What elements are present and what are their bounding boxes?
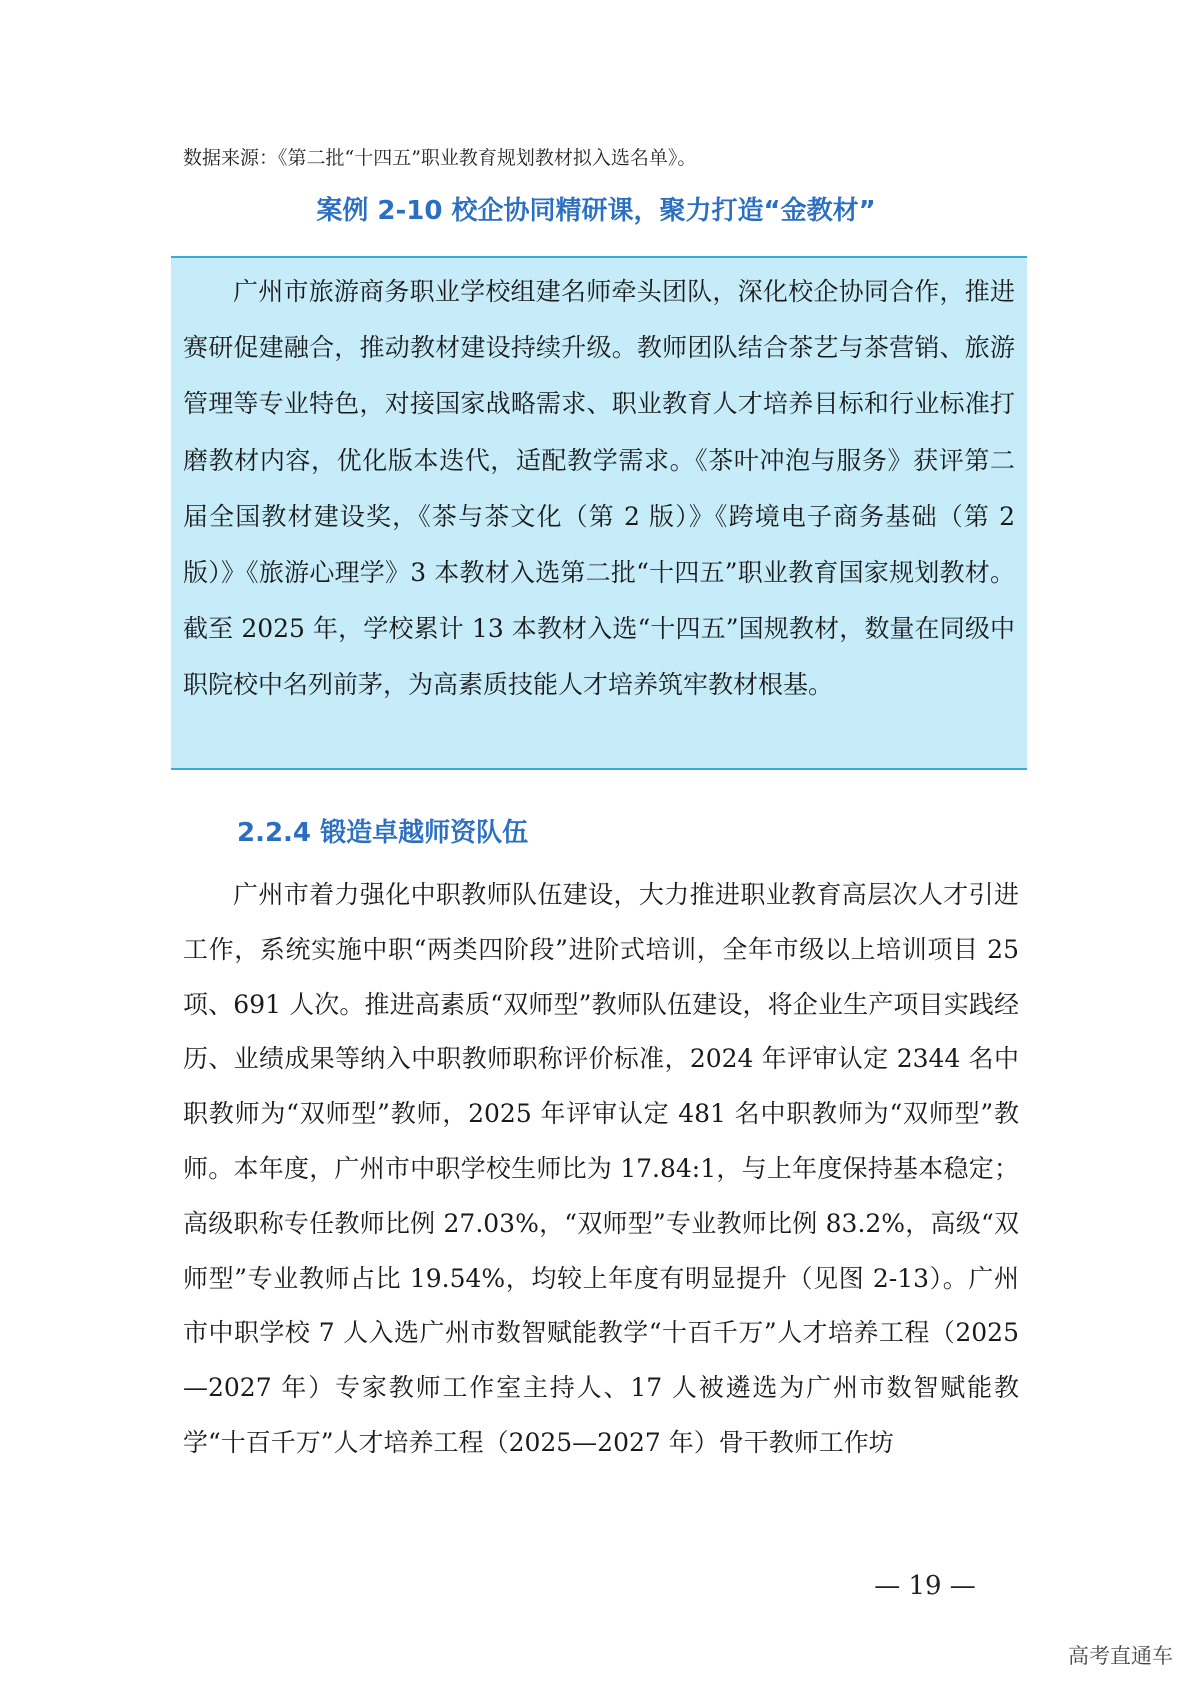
body-text [183, 868, 1019, 1471]
watermark-text: 高考直通车 [1068, 1644, 1173, 1668]
page-number: — 19 — [874, 1571, 976, 1601]
case-title: 案例 2-10 校企协同精研课，聚力打造“金教材” [316, 196, 876, 226]
section-heading: 2.2.4 锻造卓越师资队伍 [237, 818, 529, 848]
case-paragraph: 广州市旅游商务职业学校组建名师牵头团队，深化校企协同合作，推进赛研促建融合，推动教材建设持续升级。教师团队结合茶艺与茶营销、旅游管理等专业特色，对接国家战略需求、职业教育人才培养目标和行业标准打磨教材内容，优化版本迭代，适配教学需求。《茶叶冲泡与服务》获评第二届全国教材建设奖，《茶与茶文化（第 2 版）》《跨境电子商务基础（第 2 版）》《旅游心理学》3 本教材入选第二批“十四五”职业教育国家规划教材。截至 2025 年，学校累计 13 本教材入选“十四五”国规教材，数量在同级中职院校中名列前茅，为高素质技能人才培养筑牢教材根基。 [183, 277, 1015, 700]
case-box [171, 256, 1027, 770]
body-paragraph: 广州市着力强化中职教师队伍建设，大力推进职业教育高层次人才引进工作，系统实施中职“两类四阶段”进阶式培训，全年市级以上培训项目 25 项、691 人次。推进高素质“双师型”教师队伍建设，将企业生产项目实践经历、业绩成果等纳入中职教师职称评价标准，2024 年评审认定 2344 名中职教师为“双师型”教师，2025 年评审认定 481 名中职教师为“双师型”教师。本年度，广州市中职学校生师比为 17.84:1，与上年度保持基本稳定；高级职称专任教师比例 27.03%，“双师型”专业教师比例 83.2%，高级“双师型”专业教师占比 19.54%，均较上年度有明显提升（见图 2-13）。广州市中职学校 7 人入选广州市数智赋能教学“十百千万”人才培养工程（2025—2027 年）专家教师工作室主持人、17 人被遴选为广州市数智赋能教学“十百千万”人才培养工程（2025—2027 年）骨干教师工作坊 [183, 880, 1019, 1457]
data-source-note: 数据来源：《第二批“十四五”职业教育规划教材拟入选名单》。 [183, 147, 697, 169]
